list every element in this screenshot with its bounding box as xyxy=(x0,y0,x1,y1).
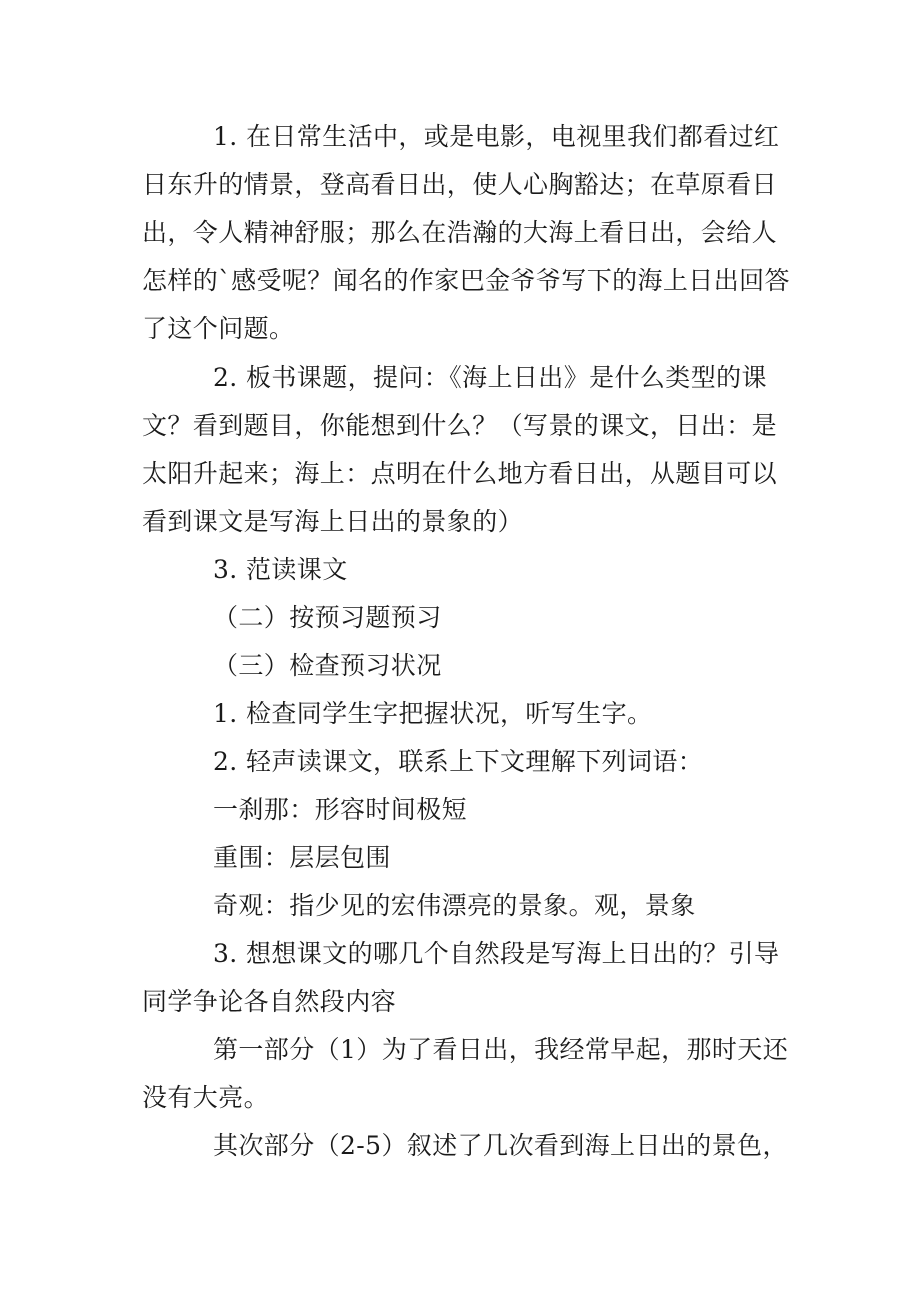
text-line: 其次部分（2-5）叙述了几次看到海上日出的景色， xyxy=(213,1131,788,1160)
text-line: 了这个问题。 xyxy=(142,314,295,343)
text-line: 3. 范读课文 xyxy=(213,555,348,584)
text-line: （二）按预习题预习 xyxy=(213,603,442,632)
text-line: 太阳升起来；海上：点明在什么地方看日出，从题目可以 xyxy=(142,459,778,488)
text-line: 2. 轻声读课文，联系上下文理解下列词语： xyxy=(213,747,704,776)
text-line: 3. 想想课文的哪几个自然段是写海上日出的？引导 xyxy=(213,939,780,968)
text-line: 日东升的情景，登高看日出，使人心胸豁达；在草原看日 xyxy=(142,170,778,199)
text-line: 2. 板书课题，提问：《海上日出》是什么类型的课 xyxy=(213,363,767,392)
text-line: 文？看到题目，你能想到什么？（写景的课文，日出：是 xyxy=(142,411,778,440)
text-line: 1. 在日常生活中，或是电影，电视里我们都看过红 xyxy=(213,122,780,151)
text-line: 同学争论各自然段内容 xyxy=(142,987,397,1016)
text-line: 第一部分（1）为了看日出，我经常早起，那时天还 xyxy=(213,1035,789,1064)
text-line: 没有大亮。 xyxy=(142,1083,270,1112)
text-line: 重围：层层包围 xyxy=(213,843,391,872)
text-line: 一刹那：形容时间极短 xyxy=(213,795,468,824)
text-line: 怎样的`感受呢？闻名的作家巴金爷爷写下的海上日出回答 xyxy=(142,266,790,295)
text-line: 1. 检查同学生字把握状况，听写生字。 xyxy=(213,699,653,728)
text-line: 奇观：指少见的宏伟漂亮的景象。观，景象 xyxy=(213,891,696,920)
text-line: 看到课文是写海上日出的景象的） xyxy=(142,507,524,536)
text-line: 出，令人精神舒服；那么在浩瀚的大海上看日出，会给人 xyxy=(142,218,778,247)
text-line: （三）检查预习状况 xyxy=(213,651,442,680)
